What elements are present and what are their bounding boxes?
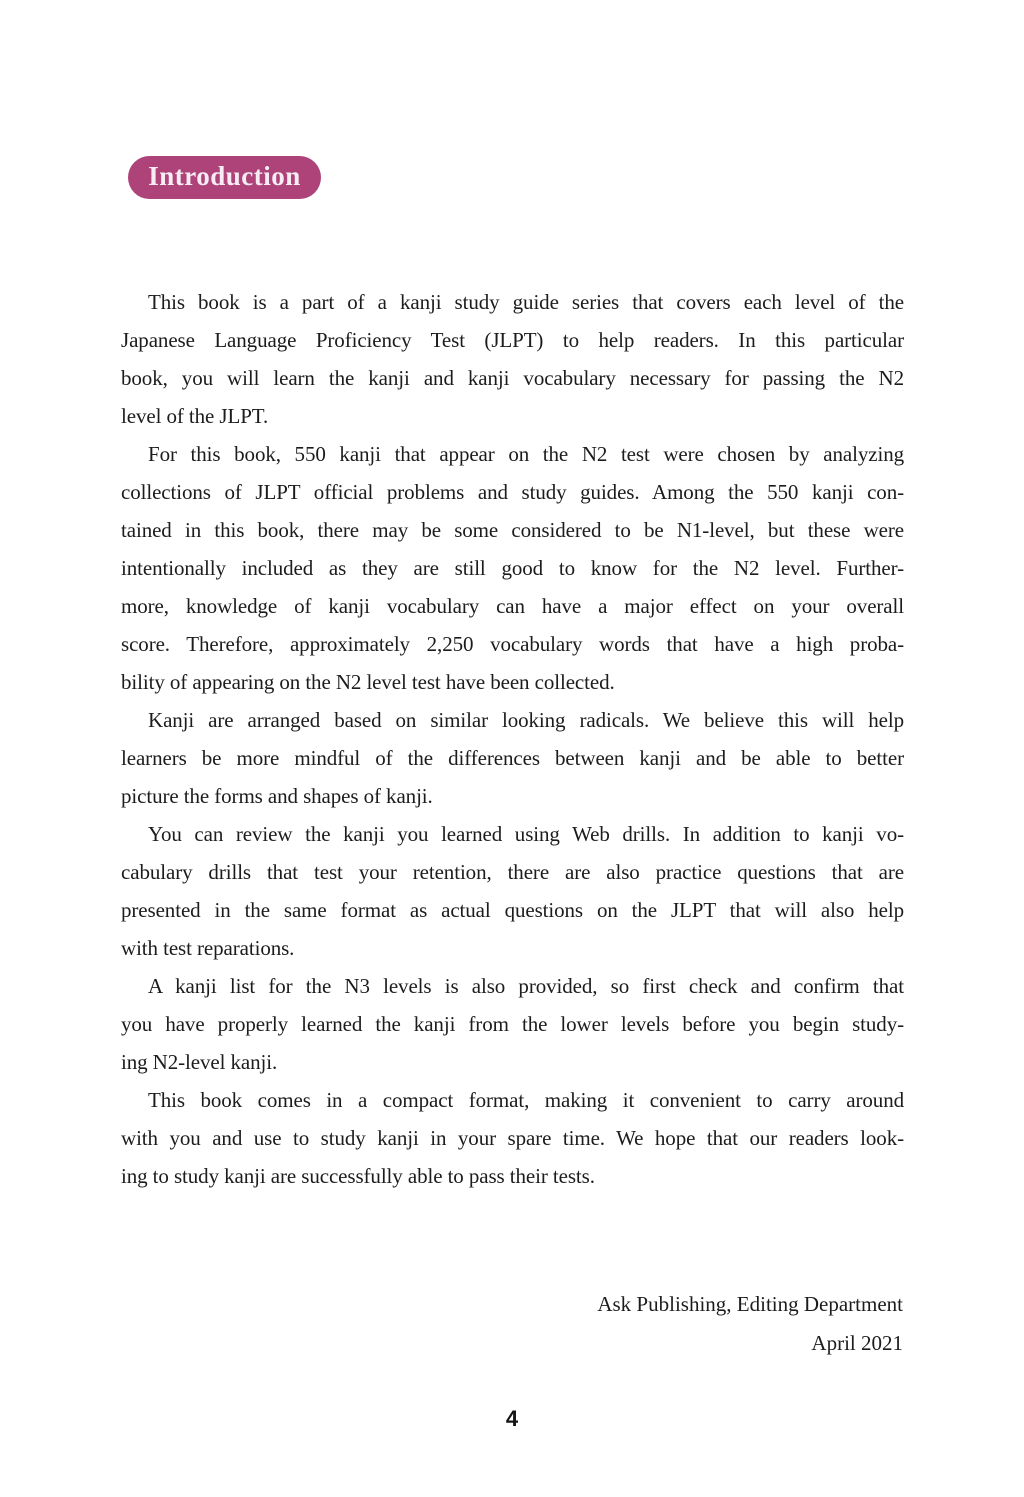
body-line: more, knowledge of kanji vocabulary can have a major effect on your overall: [121, 594, 904, 618]
body-line: tained in this book, there may be some considered to be N1-level, but these were: [121, 518, 904, 542]
body-line: with test reparations.: [121, 936, 295, 960]
body-line: This book comes in a compact format, making it convenient to carry around: [148, 1088, 904, 1112]
body-line: book, you will learn the kanji and kanji vocabulary necessary for passing the N2: [121, 366, 904, 390]
body-line: You can review the kanji you learned using Web drills. In addition to kanji vo-: [148, 822, 904, 846]
body-line: you have properly learned the kanji from the lower levels before you begin study-: [121, 1012, 904, 1036]
signature-date: April 2021: [811, 1331, 903, 1355]
body-line: intentionally included as they are still good to know for the N2 level. Further-: [121, 556, 904, 580]
body-line: bility of appearing on the N2 level test have been collected.: [121, 670, 615, 694]
body-line: picture the forms and shapes of kanji.: [121, 784, 433, 808]
body-line: presented in the same format as actual questions on the JLPT that will also help: [121, 898, 904, 922]
body-line: Japanese Language Proficiency Test (JLPT) to help readers. In this particular: [121, 328, 904, 352]
signature-block: [597, 1285, 903, 1363]
body-line: ing to study kanji are successfully able to pass their tests.: [121, 1164, 595, 1188]
page-number: 4: [505, 1406, 519, 1431]
body-text: [121, 283, 904, 1195]
body-line: Kanji are arranged based on similar looking radicals. We believe this will help: [148, 708, 904, 732]
section-heading-label: Introduction: [148, 161, 301, 191]
body-line: This book is a part of a kanji study guide series that covers each level of the: [148, 290, 904, 314]
body-line: with you and use to study kanji in your spare time. We hope that our readers look-: [121, 1126, 904, 1150]
signature-author: Ask Publishing, Editing Department: [597, 1292, 903, 1316]
section-heading-badge: [128, 156, 321, 199]
body-line: cabulary drills that test your retention, there are also practice questions that are: [121, 860, 904, 884]
body-line: ing N2-level kanji.: [121, 1050, 278, 1074]
body-line: level of the JLPT.: [121, 404, 269, 428]
body-line: For this book, 550 kanji that appear on the N2 test were chosen by analyzing: [148, 442, 904, 466]
body-line: score. Therefore, approximately 2,250 vocabulary words that have a high proba-: [121, 632, 904, 656]
body-line: collections of JLPT official problems and study guides. Among the 550 kanji con-: [121, 480, 904, 504]
body-line: learners be more mindful of the differences between kanji and be able to better: [121, 746, 904, 770]
body-line: A kanji list for the N3 levels is also provided, so first check and confirm that: [148, 974, 904, 998]
